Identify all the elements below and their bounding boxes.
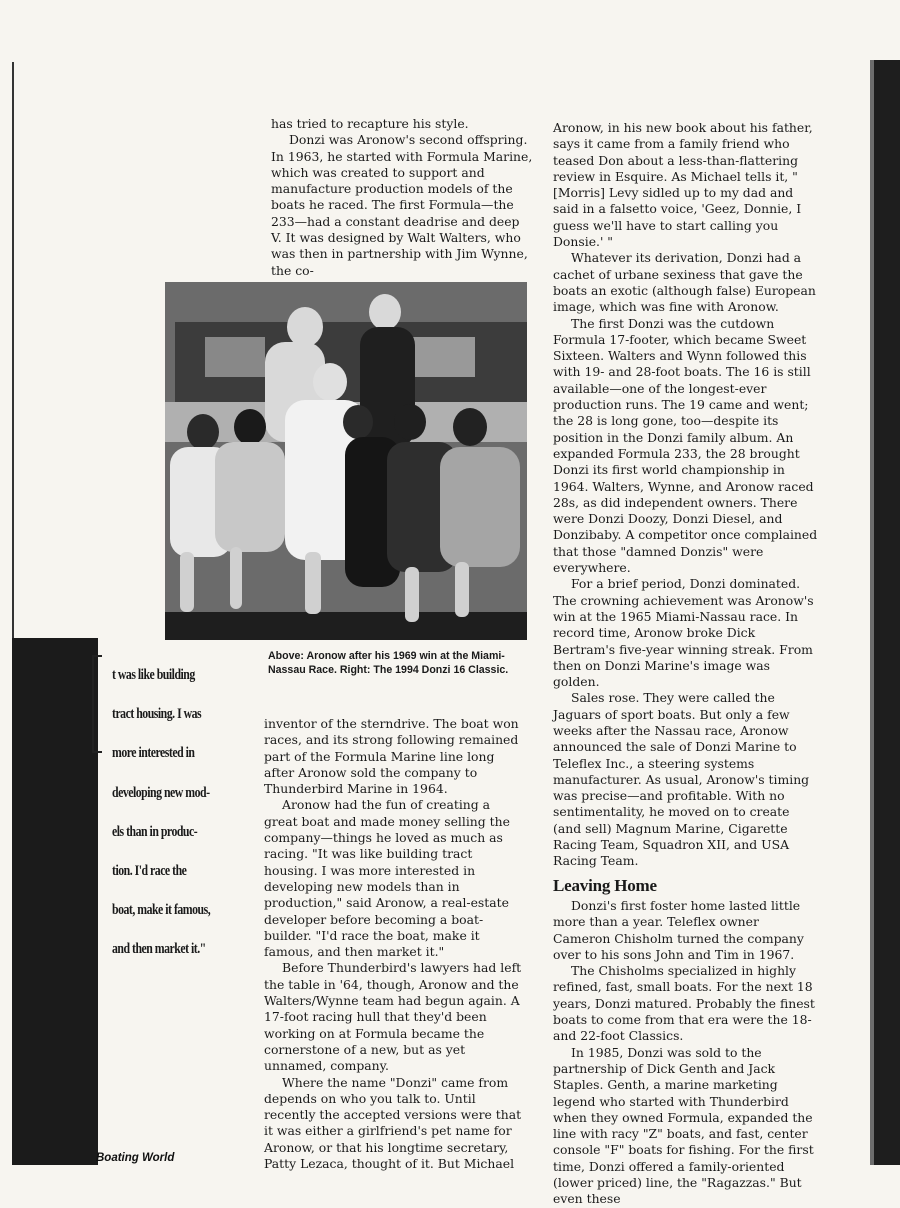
archival-photo (165, 282, 527, 640)
right-column-part2 (553, 898, 818, 1208)
body-paragraph: The Chisholms specialized in highly refined, fast, small boats. For the next 18 years, Donzi matured. Probably the finest boats to come from that era were the 18- and 22-foot Classics. (553, 963, 815, 1044)
middle-column-top (271, 116, 533, 279)
body-paragraph: The first Donzi was the cutdown Formula 17-footer, which became Sweet Sixteen. Walters and Wynn followed this with 19- and 28-foot boats. The 16 is still available—one of the longest-ever production runs. The 19 came and went; the 28 is long gone, too—despite its position in the Donzi family album. An expanded Formula 233, the 28 brought Donzi its first world championship in 1964. Walters, Wynne, and Aronow raced 28s, as did independent owners. There were Donzi Doozy, Donzi Diesel, and Donzibaby. A competitor once complained that those "damned Donzis" were everywhere. (553, 315, 818, 576)
pull-quote-band (12, 638, 98, 1165)
body-paragraph: inventor of the sterndrive. The boat won races, and its strong following remained part of the Formula Marine line long after Aronow sold the company to Thunderbird Marine in 1964. (264, 716, 519, 797)
body-paragraph: Aronow had the fun of creating a great boat and made money selling the company—things he loved as much as racing. "It was like building tract housing. I was more interested in developing new models than in production," said Aronow, a real-estate developer before becoming a boat-builder. "I'd race the boat, make it famous, and then market it." (264, 797, 510, 960)
pull-quote-line: tract housing. I was (112, 706, 202, 723)
drop-cap-bracket (92, 655, 102, 753)
body-paragraph: Whatever its derivation, Donzi had a cachet of urbane sexiness that gave the boats an exotic (although false) European image, which was fine with Aronow. (553, 250, 816, 315)
photo-caption: Above: Aronow after his 1969 win at the Miami-Nassau Race. Right: The 1994 Donzi 16 Classic. (268, 650, 509, 676)
pull-quote-line: tion. I'd race the (112, 863, 187, 880)
right-column (553, 120, 818, 1208)
body-paragraph: Before Thunderbird's lawyers had left the table in '64, though, Aronow and the Walters/Wynne team had begun again. A 17-foot racing hull that they'd been working on at Formula became the cornerstone of a new, but as yet unnamed, company. (264, 960, 522, 1074)
pull-quote-line: boat, make it famous, (112, 902, 211, 919)
pull-quote-line: els than in produc- (112, 823, 198, 840)
left-margin-rule (12, 62, 14, 642)
body-paragraph: In 1985, Donzi was sold to the partnership of Dick Genth and Jack Staples. Genth, a marine marketing legend who started with Thunderbird when they owned Formula, expanded the line with racy "Z" boats, and fast, center console "F" boats for fishing. For the first time, Donzi offered a family-oriented (lower priced) line, the "Ragazzas." But even these (553, 1044, 814, 1207)
magazine-footer: Boating World (96, 1152, 175, 1164)
section-subhead: Leaving Home (553, 875, 657, 895)
middle-column-bottom (264, 716, 524, 1172)
body-paragraph: Where the name "Donzi" came from depends on who you talk to. Until recently the accepted versions were that it was either a girlfriend's pet name for Aronow, or that his longtime secretary, Patty Lezaca, thought of it. But Michael (264, 1074, 522, 1172)
body-paragraph: For a brief period, Donzi dominated. The crowning achievement was Aronow's win at the 1965 Miami-Nassau race. In record time, Aronow broke Dick Bertram's five-year winning streak. From then on Donzi Marine's image was golden. (553, 576, 814, 690)
pull-quote-line: more interested in (112, 745, 195, 762)
pull-quote-line: and then market it." (112, 941, 206, 958)
pull-quote (112, 656, 260, 970)
photo-illustration (165, 282, 527, 640)
pull-quote-line: developing new mod- (112, 784, 210, 801)
body-paragraph: Sales rose. They were called the Jaguars of sport boats. But only a few weeks after the Nassau race, Aronow announced the sale of Donzi Marine to Teleflex Inc., a steering systems manufacturer. As usual, Aronow's timing was precise—and profitable. With no sentimentality, he moved on to create (and sell) Magnum Marine, Cigarette Racing Team, Squadron XII, and USA Racing Team. (553, 690, 810, 869)
pull-quote-line: t was like building (112, 667, 195, 683)
right-edge-bar (874, 60, 900, 1165)
body-paragraph: Donzi was Aronow's second offspring. In 1963, he started with Formula Marine, which was created to support and manufacture production models of the boats he raced. The first Formula—the 233—had a constant deadrise and deep V. It was designed by Walt Walters, who was then in partnership with Jim Wynne, the co- (271, 132, 533, 278)
body-paragraph: Aronow, in his new book about his father, says it came from a family friend who teased Don about a less-than-flattering review in Esquire. As Michael tells it, "[Morris] Levy sidled up to my dad and said in a falsetto voice, 'Geez, Donnie, I guess we'll have to start calling you Donsie.' " (553, 120, 813, 250)
right-column-part1 (553, 120, 818, 870)
body-paragraph: Donzi's first foster home lasted little more than a year. Teleflex owner Cameron Chisholm turned the company over to his sons John and Tim in 1967. (553, 897, 804, 962)
body-paragraph: has tried to recapture his style. (271, 116, 469, 131)
